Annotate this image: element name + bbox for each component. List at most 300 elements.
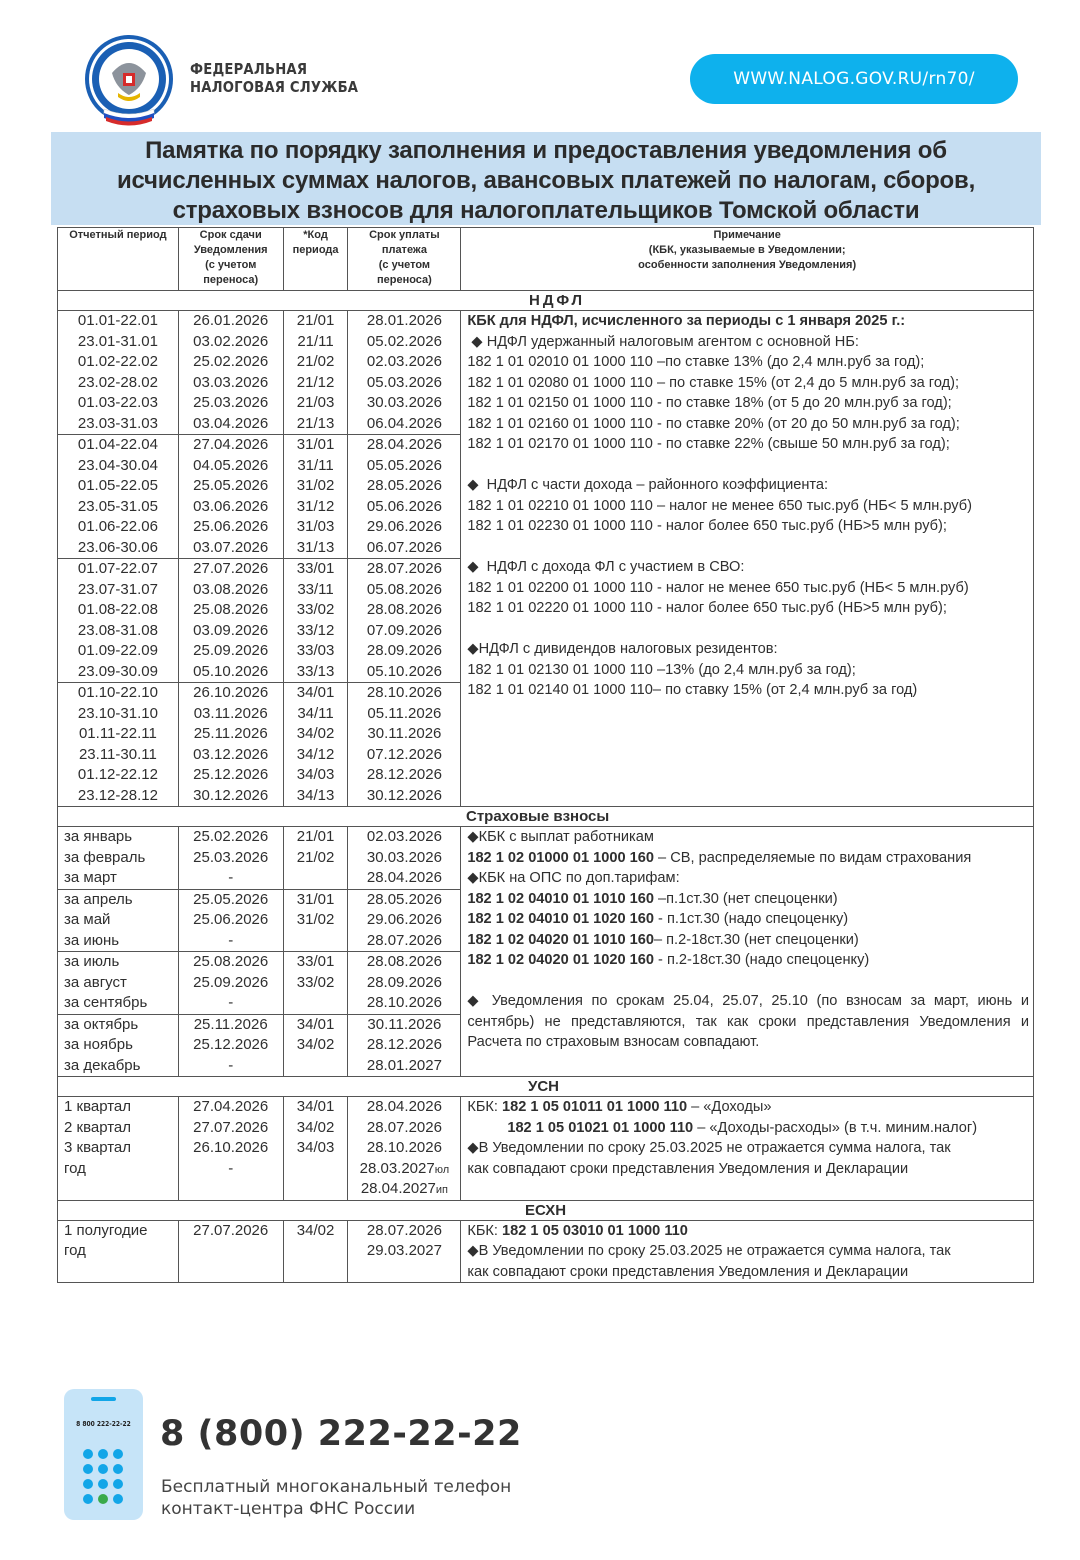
phone-speaker-icon [91,1397,116,1401]
fns-logo [82,33,177,128]
usn-row [58,1097,1034,1201]
submit-date-cell [178,559,283,683]
section-header-usn [58,1077,1034,1097]
kbk-desc: – СВ, распределяемые по видам страхования [653,849,972,866]
cell-line: год [64,1242,86,1259]
taxpayer-type-suffix: юл [434,1163,450,1176]
cell-line: 27.07.2026 [193,560,269,577]
cell-line: 01.12-22.12 [77,766,158,783]
cell-line: 06.04.2026 [366,414,442,432]
cell-line [284,993,348,1014]
cell-line: 27.04.2026 [193,1098,269,1115]
cell-line [284,1159,348,1180]
pay-date-cell [348,1220,461,1283]
cell-line: 28.07.2026 [366,560,442,577]
submit-date-cell [178,311,283,435]
col-header-submit-deadline: Срок сдачи Уведомления (с учетом переноса) [178,228,283,291]
cell-line: за сентябрь [64,994,148,1011]
cell-line: 01.09-22.09 [77,642,158,659]
cell-line: 21/12 [296,373,335,391]
cell-line: 23.05-31.05 [77,497,158,515]
cell-line: 02.03.2026 [366,353,442,370]
cell-line: 34/02 [296,725,335,742]
cell-line: 33/13 [296,662,335,680]
period-code-cell [283,952,348,1015]
cell-line: за январь [64,828,133,845]
cell-line: за апрель [64,890,133,908]
cell-line: за май [64,911,111,928]
ndfl-group-q1 [58,311,1034,435]
cell-line: 33/03 [296,642,335,659]
cell-line: 01.10-22.10 [77,684,158,701]
cell-line: 06.07.2026 [366,538,442,556]
cell-line: 25.06.2026 [193,911,269,928]
cell-line: за август [64,973,127,991]
cell-line: 30.11.2026 [367,1015,442,1033]
cell-line: 28.04.2026 [366,436,442,453]
cell-line: 31/13 [296,538,335,556]
cell-line: 28.07.2026 [366,1118,442,1136]
period-code-cell [283,559,348,683]
cell-line: 33/02 [296,973,335,991]
pay-date-cell [348,1014,461,1077]
cell-line: 21/02 [296,353,335,370]
cell-line [284,1241,348,1262]
section-header-ndfl [58,291,1034,311]
bullet-icon: ◆ [467,870,479,886]
cell-line: 29.06.2026 [366,911,442,928]
cell-line: 03.06.2026 [193,497,269,515]
cell-line: год [64,1159,86,1177]
cell-line: 34/02 [296,1118,335,1136]
kbk-code: 182 1 05 01021 01 1000 110 [507,1119,694,1136]
bullet-icon: ◆ [467,1243,479,1259]
pay-date-cell [348,889,461,952]
org-name-line1: ФЕДЕРАЛЬНАЯ [190,60,308,78]
pay-date-cell [348,559,461,683]
cell-line: 03.08.2026 [193,580,269,598]
cell-line: 25.02.2026 [193,828,269,845]
section-label: Страховые взносы [466,808,610,825]
cell-line: 25.09.2026 [193,642,269,659]
cell-line: 34/03 [296,766,335,783]
cell-line: 34/12 [296,745,335,763]
cell-line: 28.09.2026 [366,973,442,991]
cell-line: 1 полугодие [64,1221,148,1239]
cell-line: 23.09-30.09 [77,662,158,680]
period-cell [58,311,179,435]
cell-line [284,1056,348,1077]
website-link-button[interactable]: WWW.NALOG.GOV.RU/rn70/ [690,54,1018,104]
period-cell [58,1220,179,1283]
cell-line: 01.03-22.03 [77,394,158,411]
kbk-line: 182 1 01 02200 01 1000 110 - налог не менее 650 тыс.руб (НБ< 5 млн.руб) [467,579,969,596]
cell-line: 25.03.2026 [193,394,269,411]
cell-line: 28.12.2026 [366,766,442,783]
submit-date-cell [178,889,283,952]
bullet-icon: ◆ [467,477,479,493]
submit-date-cell [178,1220,283,1283]
kbk-line: 182 1 01 02140 01 1000 110– по ставку 15% (от 2,4 млн.руб за год) [467,682,918,698]
kbk-code: 182 1 02 04010 01 1010 160 [467,890,654,907]
hotline-desc-line1: Бесплатный многоканальный телефон [161,1477,512,1497]
cell-line: 03.09.2026 [193,621,269,639]
workers-title: КБК с выплат работникам [478,829,654,845]
remark-line: В Уведомлении по сроку 25.03.2025 не отражается сумма налога, так [478,1140,951,1156]
cell-line [179,1262,283,1283]
cell-line: 21/01 [296,828,335,845]
kbk-prefix: КБК: [467,1222,503,1239]
kbk-desc: - п.1ст.30 (надо спецоценку) [653,911,849,927]
kbk-code: 182 1 02 04020 01 1010 160 [467,931,654,948]
cell-line: 03.03.2026 [193,373,269,391]
title-line3: страховых взносов для налогоплательщиков Томской области [172,197,920,224]
pay-date-cell [348,827,461,890]
section-header-esxn [58,1200,1034,1220]
cell-line: 23.10-31.10 [77,704,158,722]
cell-line: - [228,1056,234,1074]
ndfl-notes-heading: КБК для НДФЛ, исчисленного за периоды с 1 января 2025 г.: [467,313,906,329]
cell-line: 34/02 [296,1221,335,1239]
phone-illustration [64,1389,143,1520]
esxn-notes [461,1220,1034,1283]
kbk-line: 182 1 01 02220 01 1000 110 - налог более 650 тыс.руб (НБ>5 млн руб); [467,600,947,616]
dividends-title: НДФЛ с дивидендов налоговых резидентов: [478,641,778,657]
kbk-code: 182 1 02 04020 01 1020 160 [467,952,654,968]
cell-line: за июнь [64,931,120,949]
cell-line: 31/11 [297,456,334,474]
cell-line: 31/12 [296,497,335,515]
cell-line: 03.12.2026 [193,745,269,763]
cell-line: 33/12 [296,621,335,639]
cell-line: за декабрь [64,1056,141,1074]
cell-line: 01.01-22.01 [77,312,158,329]
cell-line: 23.11-30.11 [78,745,157,763]
period-code-cell [283,1220,348,1283]
cell-line: 23.08-31.08 [77,621,158,639]
cell-line: 31/02 [296,477,335,494]
period-code-cell [283,889,348,952]
cell-line: 3 квартал [64,1139,132,1156]
kbk-line: 182 1 01 02150 01 1000 110 - по ставке 18% (от 5 до 20 млн.руб за год); [467,395,952,411]
period-cell [58,1014,179,1077]
cell-line: 28.12.2026 [366,1036,442,1053]
cell-line: 04.05.2026 [193,456,269,474]
cell-line: 01.11-22.11 [78,725,157,742]
cell-line: 25.05.2026 [193,890,269,908]
cell-line: 28.05.2026 [366,477,442,494]
submit-date-cell [178,1097,283,1201]
cell-line: 03.07.2026 [193,538,269,556]
cell-line: 26.10.2026 [193,684,269,701]
cell-line: 34/01 [296,1098,335,1115]
cell-line: 31/03 [296,518,335,535]
section-header-insurance [58,807,1034,827]
section-label: УСН [528,1078,559,1095]
cell-line: 23.06-30.06 [77,538,158,556]
cell-line: 28.07.2026 [366,931,442,949]
period-code-cell [283,311,348,435]
kbk-code: 182 1 02 01000 01 1000 160 [467,849,654,866]
remark-line: как совпадают сроки представления Уведомления и Декларации [467,1263,909,1280]
cell-line: 33/01 [296,953,335,970]
title-line1: Памятка по порядку заполнения и предоставления уведомления об [145,137,947,164]
cell-line: за март [64,869,117,886]
kbk-desc: - п.2-18ст.30 (надо спецоценку) [653,952,870,968]
bullet-icon: ◆ [467,1140,479,1156]
cell-line [284,931,348,952]
cell-line: 28.09.2026 [366,642,442,659]
cell-line: - [228,869,234,886]
kbk-line: 182 1 01 02010 01 1000 110 –по ставке 13% (до 2,4 млн.руб за год); [467,354,925,370]
cell-line: 01.04-22.04 [77,436,158,453]
cell-line: 05.11.2026 [367,704,442,722]
remark-line: В Уведомлении по сроку 25.03.2025 не отражается сумма налога, так [478,1243,951,1259]
cell-line: 21/11 [297,332,334,350]
cell-line: 31/01 [296,436,335,453]
cell-line: 25.11.2026 [193,1015,268,1033]
col-header-notes: Примечание (КБК, указываемые в Уведомлении; особенности заполнения Уведомления) [461,228,1034,291]
cell-line: 34/13 [296,786,335,804]
cell-line: 25.11.2026 [193,725,268,742]
submit-date-cell [178,827,283,890]
cell-line: 25.02.2026 [193,353,269,370]
title-banner [51,132,1041,225]
cell-line: 23.07-31.07 [77,580,158,598]
notification-table [57,227,1034,1283]
cell-line: 31/01 [296,890,335,908]
cell-line: за ноябрь [64,1036,133,1053]
kbk-line: 182 1 01 02230 01 1000 110 - налог более 650 тыс.руб (НБ>5 млн руб); [467,518,947,534]
cell-line: 23.02-28.02 [77,373,158,391]
submit-date-cell [178,435,283,559]
cell-line: 28.03.2027юл [359,1159,450,1177]
kbk-line: 182 1 01 02130 01 1000 110 –13% (до 2,4 млн.руб за год); [467,661,856,678]
kbk-line: 182 1 01 02170 01 1000 110 - по ставке 22% (свыше 50 млн.руб за год); [467,436,950,452]
cell-line: 28.10.2026 [366,994,442,1011]
cell-line: 25.03.2026 [193,848,269,866]
ops-title: КБК на ОПС по доп.тарифам: [478,870,680,886]
cell-line: 01.07-22.07 [77,560,158,577]
cell-line: 03.11.2026 [193,704,268,722]
period-code-cell [283,1097,348,1201]
cell-line: 26.10.2026 [193,1139,269,1156]
cell-line: 03.02.2026 [193,332,269,350]
cell-line: 25.05.2026 [193,477,269,494]
cell-line: 30.11.2026 [367,725,442,742]
kbk-prefix: КБК: [467,1099,503,1115]
section-label: НДФЛ [529,292,586,309]
cell-line [284,868,348,889]
cell-line: 2 квартал [64,1118,132,1136]
period-cell [58,889,179,952]
district-title: НДФЛ с части дохода – районного коэффициента: [486,477,829,493]
pay-date-cell [348,1097,461,1201]
period-code-cell [283,827,348,890]
fns-emblem-icon [82,33,177,128]
org-name-line2: НАЛОГОВАЯ СЛУЖБА [190,78,359,96]
kbk-desc: – п.2-18ст.30 (нет спецоценки) [653,931,859,948]
cell-line: 01.02-22.02 [77,353,158,370]
page-title [51,132,1041,226]
cell-line: 33/02 [296,601,335,618]
cell-line: 30.03.2026 [366,394,442,411]
keypad-icon [83,1449,123,1504]
cell-line: - [228,994,234,1011]
period-cell [58,952,179,1015]
cell-line: 30.12.2026 [366,786,442,804]
cell-line: за февраль [64,848,146,866]
col-header-payment-deadline: Срок уплаты платежа (с учетом переноса) [348,228,461,291]
cell-line: 34/03 [296,1139,335,1156]
cell-line: 28.07.2026 [366,1221,442,1239]
submit-date-cell [178,683,283,807]
bullet-icon: ◆ [471,333,483,350]
cell-line: 05.08.2026 [366,580,442,598]
period-cell [58,683,179,807]
cell-line [348,1262,460,1283]
bullet-icon: ◆ [467,559,479,575]
period-cell [58,435,179,559]
period-code-cell [283,1014,348,1077]
cell-line: 27.04.2026 [193,436,269,453]
pay-date-cell [348,311,461,435]
esxn-row [58,1220,1034,1283]
usn-notes [461,1097,1034,1201]
period-cell [58,559,179,683]
hotline-desc-line2: контакт-центра ФНС России [161,1499,416,1519]
kbk-code: 182 1 05 03010 01 1000 110 [502,1222,688,1239]
svo-title: НДФЛ с дохода ФЛ с участием в СВО: [486,559,745,575]
cell-line: - [228,931,234,949]
cell-line: 07.12.2026 [366,745,442,763]
cell-line [64,1179,178,1200]
cell-line: 28.08.2026 [366,601,442,618]
period-cell [58,1097,179,1201]
hotline-phone-link[interactable]: 8 (800) 222-22-22 [160,1414,522,1454]
cell-line: 01.05-22.05 [77,477,158,494]
cell-line: 29.06.2026 [366,518,442,535]
period-code-cell [283,683,348,807]
org-name [190,60,358,96]
cell-line: 28.10.2026 [366,684,442,701]
kbk-line: 182 1 01 02080 01 1000 110 – по ставке 15% (от 2,4 до 5 млн.руб за год); [467,374,960,391]
kbk-desc: –п.1ст.30 (нет спецоценки) [653,890,838,907]
cell-line: - [228,1159,234,1177]
cell-line: 25.09.2026 [193,973,269,991]
cell-line [64,1262,178,1283]
remark-line: как совпадают сроки представления Уведомления и Декларации [467,1160,909,1177]
cell-line: 27.07.2026 [193,1118,269,1136]
title-line2: исчисленных суммах налогов, авансовых платежей по налогам, сборов, [116,167,976,194]
cell-line: 1 квартал [64,1098,132,1115]
cell-line [284,1179,348,1200]
insurance-group-q1 [58,827,1034,890]
cell-line [284,1262,348,1283]
cell-line: 28.04.2026 [366,1098,442,1115]
period-cell [58,827,179,890]
agent-title: НДФЛ удержанный налоговым агентом с основной НБ: [486,333,859,350]
cell-line: за июль [64,953,120,970]
taxpayer-type-suffix: ип [435,1184,448,1196]
cell-line: 05.10.2026 [366,662,442,680]
cell-line: 28.04.2027ип [360,1180,448,1197]
cell-line: 28.10.2026 [366,1139,442,1156]
kbk-code: 182 1 05 01011 01 1000 110 [502,1099,688,1115]
cell-line: 21/02 [296,848,335,866]
submit-date-cell [178,1014,283,1077]
bullet-icon: ◆ [467,641,479,657]
bullet-icon: ◆ [467,993,484,1009]
cell-line: 28.01.2026 [366,312,442,329]
section-label: ЕСХН [525,1201,567,1219]
insurance-remark: ◆ Уведомления по срокам 25.04, 25.07, 25.10 (по взносам за март, июнь и сентябрь) не представляются, так как сроки представления Уведомления и Расчета по страховым взносам совпадают. [467,993,1029,1050]
cell-line: 21/13 [296,414,335,432]
cell-line: 01.06-22.06 [77,518,158,535]
cell-line: 34/02 [296,1036,335,1053]
cell-line: 28.04.2026 [366,869,442,886]
insurance-notes [461,827,1034,1077]
pay-date-cell [348,683,461,807]
cell-line: 34/01 [296,1015,335,1033]
cell-line: 25.08.2026 [193,601,269,618]
cell-line: 34/11 [297,704,334,722]
cell-line: 30.12.2026 [193,786,269,804]
cell-line: 25.08.2026 [193,953,269,970]
cell-line: 26.01.2026 [193,312,269,329]
cell-line: 23.04-30.04 [77,456,158,474]
cell-line: 21/01 [296,312,335,329]
cell-line: 30.03.2026 [366,848,442,866]
kbk-line: 182 1 01 02160 01 1000 110 - по ставке 20% (от 20 до 50 млн.руб за год); [467,415,960,432]
cell-line: 34/01 [296,684,335,701]
kbk-code: 182 1 02 04010 01 1020 160 [467,911,654,927]
cell-line: 25.12.2026 [193,766,269,783]
col-header-period: Отчетный период [58,228,179,291]
kbk-desc: – «Доходы» [687,1099,772,1115]
pay-date-cell [348,952,461,1015]
cell-line: 23.12-28.12 [77,786,158,804]
cell-line: 28.05.2026 [366,890,442,908]
cell-line: 23.03-31.03 [77,414,158,432]
cell-line: 33/01 [296,560,335,577]
cell-line: за октябрь [64,1015,139,1033]
table-header-row [58,228,1034,291]
ndfl-notes [461,311,1034,807]
cell-line: 25.12.2026 [193,1036,269,1053]
cell-line: 28.08.2026 [366,953,442,970]
hotline-description [161,1476,511,1520]
cell-line: 31/02 [296,911,335,928]
period-code-cell [283,435,348,559]
cell-line: 05.03.2026 [366,373,442,391]
cell-line: 01.08-22.08 [77,601,158,618]
kbk-desc: – «Доходы-расходы» (в т.ч. миним.налог) [693,1119,978,1136]
cell-line: 33/11 [297,580,334,598]
kbk-line: 182 1 01 02210 01 1000 110 – налог не менее 650 тыс.руб (НБ< 5 млн.руб) [467,497,972,514]
cell-line: 02.03.2026 [366,828,442,845]
cell-line: 05.10.2026 [193,662,269,680]
cell-line [179,1241,283,1262]
cell-line: 05.02.2026 [366,332,442,350]
cell-line: 27.07.2026 [193,1221,269,1239]
cell-line [179,1179,283,1200]
pay-date-cell [348,435,461,559]
cell-line: 28.01.2027 [366,1056,442,1074]
cell-line: 29.03.2027 [366,1242,442,1259]
cell-line: 07.09.2026 [366,621,442,639]
cell-line: 05.06.2026 [366,497,442,515]
